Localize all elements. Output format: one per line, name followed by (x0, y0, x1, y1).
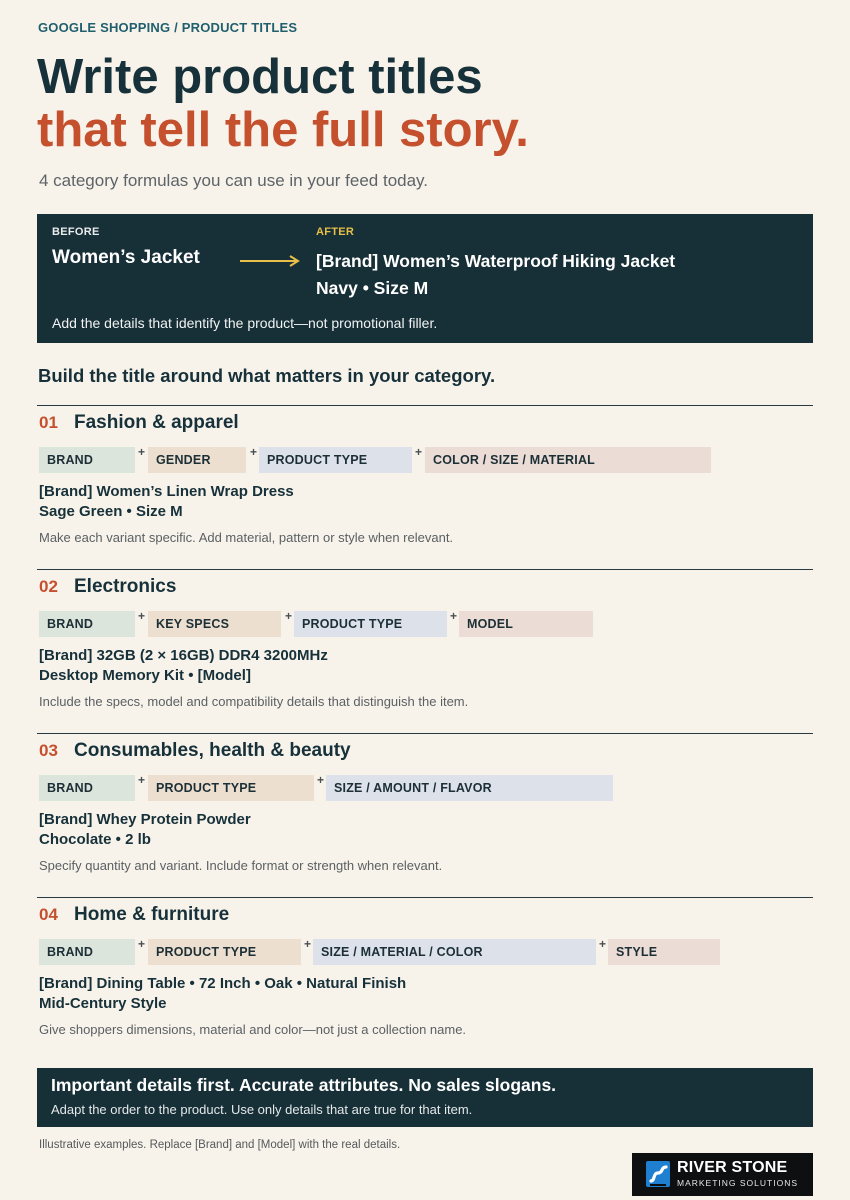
category-section-electronics (37, 569, 813, 720)
formula-chip: SIZE / MATERIAL / COLOR (313, 939, 596, 965)
before-after-panel (37, 214, 813, 343)
category-section-consumables (37, 733, 813, 884)
after-text-line2: Navy • Size M (316, 278, 429, 298)
example-title (39, 646, 328, 686)
section-note: Give shoppers dimensions, material and color—not just a collection name. (39, 1022, 467, 1037)
formula-chip: BRAND (39, 611, 135, 637)
formula-chip: KEY SPECS (148, 611, 281, 637)
after-label: AFTER (316, 226, 355, 238)
before-after-note: Add the details that identify the product—not promotional filler. (52, 315, 438, 331)
category-section-home (37, 897, 813, 1048)
plus-icon: + (317, 773, 325, 787)
section-number: 02 (39, 577, 58, 596)
eyebrow-label: GOOGLE SHOPPING / PRODUCT TITLES (38, 20, 298, 35)
plus-icon: + (450, 609, 458, 623)
plus-icon: + (415, 445, 423, 459)
example-line1: [Brand] Women’s Linen Wrap Dress (39, 483, 294, 500)
plus-icon: + (599, 937, 607, 951)
section-title: Consumables, health & beauty (74, 740, 351, 761)
after-text-line1: [Brand] Women’s Waterproof Hiking Jacket (316, 251, 676, 271)
logo-tagline: MARKETING SOLUTIONS (677, 1178, 799, 1188)
example-line1: [Brand] Whey Protein Powder (39, 811, 251, 828)
formula-chip: GENDER (148, 447, 246, 473)
example-title (39, 974, 406, 1014)
before-label: BEFORE (52, 226, 100, 238)
section-number: 01 (39, 413, 58, 432)
footnote: Illustrative examples. Replace [Brand] and [Model] with the real details. (39, 1139, 401, 1151)
section-note: Specify quantity and variant. Include format or strength when relevant. (39, 858, 443, 873)
summary-panel (37, 1068, 813, 1127)
formula-chips (39, 447, 813, 473)
section-title: Home & furniture (74, 904, 230, 925)
category-section-fashion (37, 405, 813, 556)
example-line2: Desktop Memory Kit • [Model] (39, 667, 251, 684)
section-lead: Build the title around what matters in your category. (38, 365, 496, 386)
example-line1: [Brand] Dining Table • 72 Inch • Oak • Natural Finish (39, 975, 407, 992)
formula-chips (39, 939, 813, 965)
page-subtitle: 4 category formulas you can use in your feed today. (39, 171, 429, 190)
example-line2: Sage Green • Size M (39, 503, 183, 520)
plus-icon: + (138, 773, 146, 787)
section-title: Fashion & apparel (74, 412, 239, 433)
plus-icon: + (250, 445, 258, 459)
plus-icon: + (285, 609, 293, 623)
formula-chips (39, 611, 813, 637)
example-line2: Mid-Century Style (39, 995, 167, 1012)
plus-icon: + (138, 609, 146, 623)
page-title-line1: Write product titles (37, 50, 483, 104)
formula-chip: PRODUCT TYPE (148, 939, 301, 965)
after-text (316, 248, 675, 302)
plus-icon: + (304, 937, 312, 951)
page-title-line2: that tell the full story. (37, 103, 529, 157)
section-number: 04 (39, 905, 58, 924)
arrow-right-icon (238, 253, 302, 269)
brand-logo (632, 1153, 813, 1196)
example-title (39, 810, 251, 850)
river-stone-logo-icon (646, 1161, 670, 1187)
example-title (39, 482, 294, 522)
section-note: Make each variant specific. Add material, pattern or style when relevant. (39, 530, 454, 545)
formula-chips (39, 775, 813, 801)
example-line2: Chocolate • 2 lb (39, 831, 151, 848)
example-line1: [Brand] 32GB (2 × 16GB) DDR4 3200MHz (39, 647, 328, 664)
formula-chip: COLOR / SIZE / MATERIAL (425, 447, 711, 473)
plus-icon: + (138, 937, 146, 951)
formula-chip: MODEL (459, 611, 593, 637)
summary-title: Important details first. Accurate attributes. No sales slogans. (51, 1075, 557, 1095)
formula-chip: PRODUCT TYPE (294, 611, 447, 637)
summary-subtitle: Adapt the order to the product. Use only details that are true for that item. (51, 1102, 473, 1117)
formula-chip: BRAND (39, 775, 135, 801)
formula-chip: BRAND (39, 447, 135, 473)
formula-chip: SIZE / AMOUNT / FLAVOR (326, 775, 613, 801)
section-title: Electronics (74, 576, 177, 597)
logo-name: RIVER STONE (677, 1159, 788, 1176)
formula-chip: PRODUCT TYPE (148, 775, 314, 801)
section-note: Include the specs, model and compatibility details that distinguish the item. (39, 694, 469, 709)
plus-icon: + (138, 445, 146, 459)
formula-chip: BRAND (39, 939, 135, 965)
section-number: 03 (39, 741, 58, 760)
formula-chip: STYLE (608, 939, 720, 965)
before-text: Women’s Jacket (52, 247, 200, 268)
formula-chip: PRODUCT TYPE (259, 447, 412, 473)
